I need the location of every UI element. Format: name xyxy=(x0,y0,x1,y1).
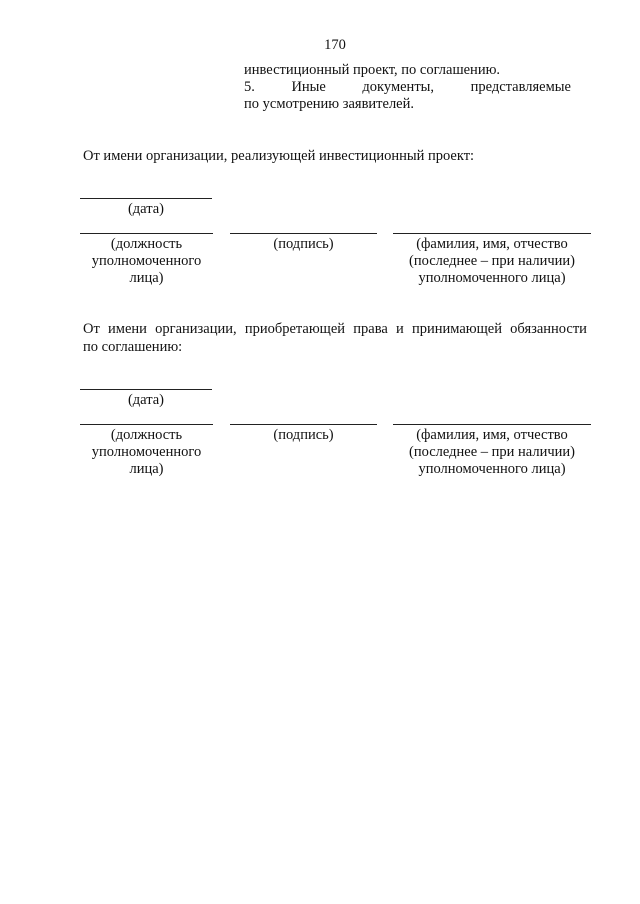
section1-date-label: (дата) xyxy=(127,201,165,217)
section1-position-label-line: уполномоченного xyxy=(91,253,202,269)
section1-name-label-line: уполномоченного лица) xyxy=(418,270,566,286)
section2-heading-word: приобретающей xyxy=(244,321,346,337)
section2-name-label-line: уполномоченного лица) xyxy=(418,461,566,477)
section2-name-label-line: (последнее – при наличии) xyxy=(409,444,575,460)
item-5-word: Иные xyxy=(291,79,326,95)
section2-heading-word: обязанности xyxy=(510,321,587,337)
item-5-line xyxy=(244,79,571,96)
top-block-line-1: инвестиционный проект, по соглашению. xyxy=(244,62,501,78)
section2-heading-word: принимающей xyxy=(411,321,502,337)
section2-position-label-line: уполномоченного xyxy=(91,444,202,460)
section2-position-line xyxy=(80,424,213,425)
section2-position-label-line: лица) xyxy=(129,461,164,477)
item-5-word: 5. xyxy=(244,79,255,95)
item-5-word: представляемые xyxy=(470,79,571,95)
section2-name-line xyxy=(393,424,591,425)
section2-position-label-line: (должность xyxy=(110,427,183,443)
section1-name-label-line: (последнее – при наличии) xyxy=(409,253,575,269)
section1-name-label-line: (фамилия, имя, отчество xyxy=(416,236,568,252)
section1-position-line xyxy=(80,233,213,234)
item-5-word: документы, xyxy=(362,79,435,95)
section2-heading-line-2: по соглашению: xyxy=(83,339,183,355)
top-block-line-3: по усмотрению заявителей. xyxy=(244,96,414,112)
section1-position-label-line: лица) xyxy=(129,270,164,286)
section2-date-label: (дата) xyxy=(127,392,165,408)
section2-heading-word: От xyxy=(83,321,100,337)
section1-heading: От имени организации, реализующей инвестиционный проект: xyxy=(83,148,475,164)
section2-signature-line xyxy=(230,424,377,425)
section2-heading-word: имени xyxy=(108,321,147,337)
section2-signature-label: (подпись) xyxy=(273,427,334,443)
section2-heading-word: права xyxy=(353,321,388,337)
section2-heading-word: и xyxy=(396,321,404,337)
page-number: 170 xyxy=(324,37,346,53)
section1-signature-label: (подпись) xyxy=(273,236,334,252)
section1-signature-line xyxy=(230,233,377,234)
section2-heading-word: организации, xyxy=(155,321,237,337)
section1-date-line xyxy=(80,198,212,199)
section2-date-line xyxy=(80,389,212,390)
section1-name-line xyxy=(393,233,591,234)
section1-position-label-line: (должность xyxy=(110,236,183,252)
section2-heading-line-1 xyxy=(83,321,587,338)
section2-name-label-line: (фамилия, имя, отчество xyxy=(416,427,568,443)
